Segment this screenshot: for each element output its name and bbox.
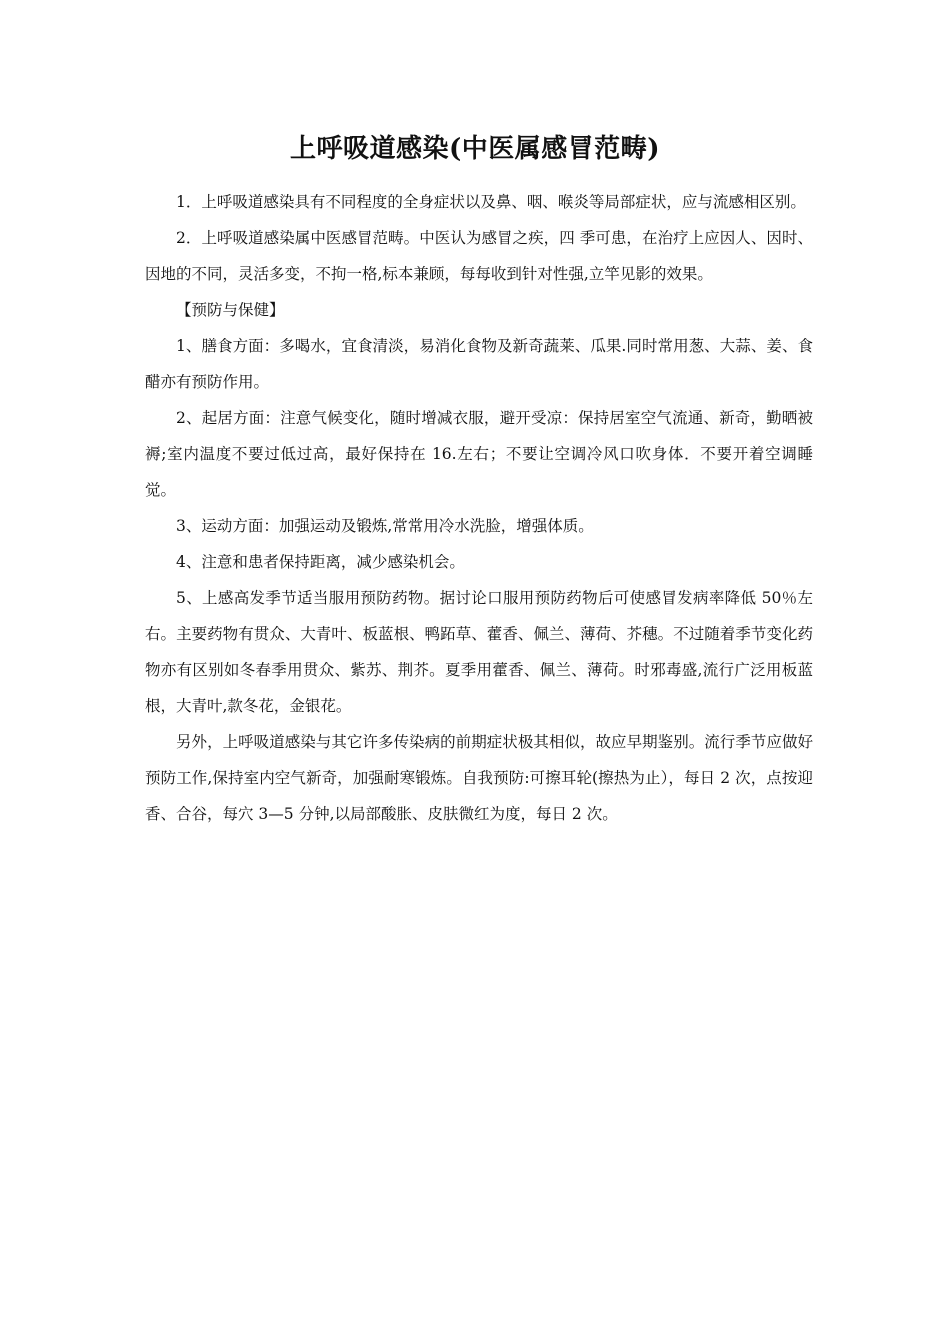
paragraph-2: 2．上呼吸道感染属中医感冒范畴。中医认为感冒之疾，四 季可患，在治疗上应因人、因时、因地的不同，灵活多变，不拘一格,标本兼顾，每每收到针对性强,立竿见影的效果。 [145,229,813,283]
document-title: 上呼吸道感染(中医属感冒范畴) [289,134,661,164]
document-body [145,184,813,832]
paragraph-1: 1．上呼吸道感染具有不同程度的全身症状以及鼻、咽、喉炎等局部症状，应与流感相区别。 [176,193,806,211]
paragraph-daily-life: 2、起居方面：注意气候变化，随时增减衣服，避开受凉：保持居室空气流通、新奇，勤晒被褥;室内温度不要过低过高，最好保持在 16.左右；不要让空调冷风口吹身体．不要开着空调睡觉。 [145,409,813,499]
paragraph-distance: 4、注意和患者保持距离，减少感染机会。 [176,553,465,571]
paragraph-diet: 1、膳食方面：多喝水，宜食清淡，易消化食物及新奇蔬莱、瓜果.同时常用葱、大蒜、姜、食醋亦有预防作用。 [145,337,813,391]
paragraph-additional: 另外，上呼吸道感染与其它许多传染病的前期症状极其相似，故应早期鉴别。流行季节应做好预防工作,保持室内空气新奇，加强耐寒锻炼。自我预防:可擦耳轮(擦热为止），每日 2 次，点按迎香、合谷，每穴 3—5 分钟,以局部酸胀、皮肤微红为度，每日 2 次。 [145,733,813,823]
section-heading-prevention: 【预防与保健】 [176,301,285,319]
paragraph-exercise: 3、运动方面：加强运动及锻炼,常常用冷水洗脸，增强体质。 [176,517,594,535]
paragraph-medication: 5、上感高发季节适当服用预防药物。据讨论口服用预防药物后可使感冒发病率降低 50％左右。主要药物有贯众、大青叶、板蓝根、鸭跖草、藿香、佩兰、薄荷、芥穗。不过随着季节变化药物亦有区别如冬春季用贯众、紫苏、荆芥。夏季用藿香、佩兰、薄荷。时邪毒盛,流行广泛用板蓝根，大青叶,款冬花，金银花。 [145,589,813,715]
